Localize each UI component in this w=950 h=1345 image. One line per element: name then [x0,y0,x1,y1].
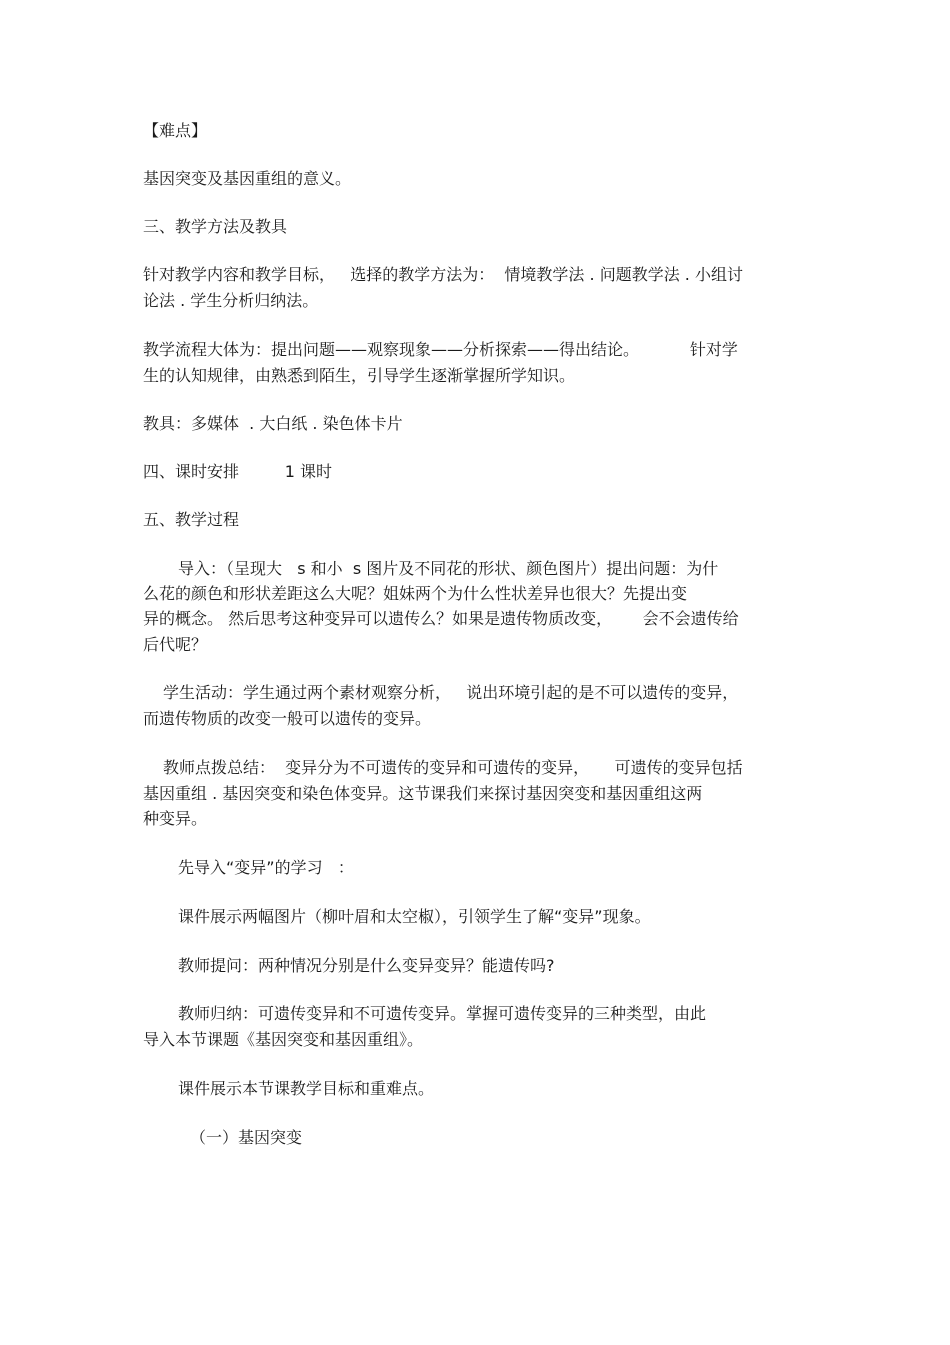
intro-line-2: 么花的颜色和形状差距这么大呢？姐妹两个为什么性状差异也很大？先提出变 [143,584,688,603]
intro-line-1: 导入：（呈现大 s 和小 s 图片及不同花的形状、颜色图片）提出问题：为什 [178,559,719,578]
intro-line-4: 后代呢？ [143,635,208,654]
teacher-question-text: 教师提问：两种情况分别是什么变异变异？能遗传吗? [178,956,555,975]
methods-line-2: 论法 . 学生分析归纳法。 [143,291,319,310]
intro-line-3: 异的概念。 然后思考这种变异可以遗传么？如果是遗传物质改变， 会不会遗传给 [143,609,739,628]
flow-line-1: 教学流程大体为：提出问题——观察现象——分析探索——得出结论。 针对学 [143,340,738,359]
student-activity-line-1: 学生活动：学生通过两个素材观察分析， 说出环境引起的是不可以遗传的变异， [163,683,739,702]
teacher-conclusion-line-1: 教师归纳：可遗传变异和不可遗传变异。掌握可遗传变异的三种类型，由此 [178,1004,707,1023]
teacher-summary-line-1: 教师点拨总结： 变异分为不可遗传的变异和可遗传的变异， 可遗传的变异包括 [163,758,743,777]
section-heading-process: 五、教学过程 [143,510,240,529]
flow-line-2: 生的认知规律，由熟悉到陌生，引导学生逐渐掌握所学知识。 [143,366,576,385]
teacher-conclusion-line-2: 导入本节课题《基因突变和基因重组》。 [143,1030,424,1049]
subsection-heading-gene-mutation: （一）基因突变 [190,1128,303,1147]
section-heading-schedule: 四、课时安排 1 课时 [143,462,333,481]
courseware-goals-text: 课件展示本节课教学目标和重难点。 [178,1079,435,1098]
difficulty-text: 基因突变及基因重组的意义。 [143,169,352,188]
tools-text: 教具：多媒体 . 大白纸 . 染色体卡片 [143,414,403,433]
first-intro-text: 先导入“变异”的学习 ： [178,858,354,877]
teacher-summary-line-3: 种变异。 [143,809,208,828]
courseware-show-text: 课件展示两幅图片（柳叶眉和太空椒），引领学生了解“变异”现象。 [178,907,651,926]
teacher-summary-line-2: 基因重组 . 基因突变和染色体变异。这节课我们来探讨基因突变和基因重组这两 [143,784,703,803]
difficulty-heading: 【难点】 [143,121,208,140]
student-activity-line-2: 而遗传物质的改变一般可以遗传的变异。 [143,709,432,728]
methods-line-1: 针对教学内容和教学目标， 选择的教学方法为： 情境教学法 . 问题教学法 . 小组讨 [143,265,743,284]
section-heading-methods: 三、教学方法及教具 [143,217,288,236]
